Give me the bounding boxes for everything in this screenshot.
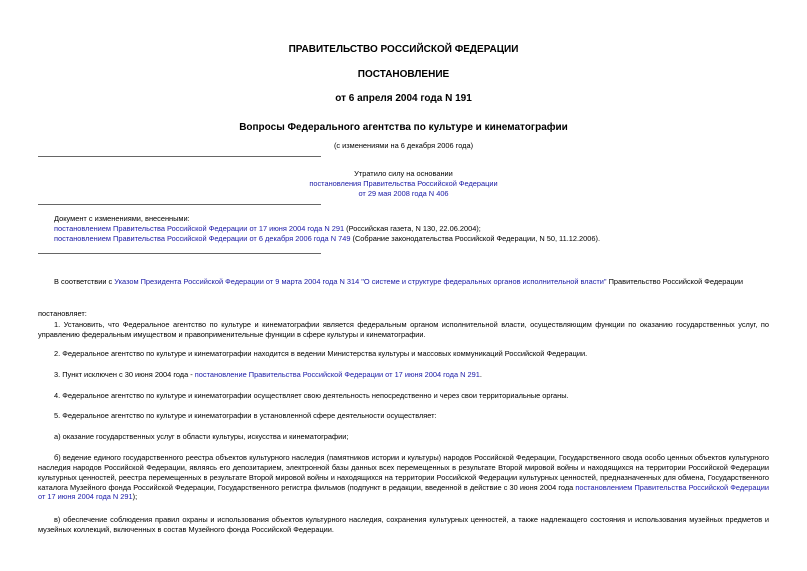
void-decree-date-link[interactable]: от 29 мая 2008 года N 406 — [358, 189, 449, 198]
paragraph-v: в) обеспечение соблюдения правил охраны и использования объектов культурного наследия, сохранения культурных ценностей, а также надлежащего состояния и использования музейных предметов и музейных коллекций, включенных в состав Музейного фонда Российской Федерации. — [38, 515, 769, 534]
date-number-heading: от 6 апреля 2004 года N 191 — [335, 93, 472, 104]
divider — [38, 253, 321, 254]
doc-type-heading: ПОСТАНОВЛЕНИЕ — [357, 69, 450, 80]
amendment-link[interactable]: постановлением Правительства Российской Федерации от 6 декабря 2006 года N 749 — [54, 233, 351, 243]
paragraph-3: 3. Пункт исключен с 30 июня 2004 года - постановление Правительства Российской Федерации от 17 июня 2004 года N 291. — [54, 370, 482, 379]
paragraph-3-link[interactable]: постановление Правительства Российской Федерации от 17 июня 2004 года N 291 — [194, 370, 480, 379]
amendments-block — [54, 214, 774, 244]
void-decree-link[interactable]: постановления Правительства Российской Федерации — [309, 179, 498, 188]
paragraph-5: 5. Федеральное агентство по культуре и кинематографии в установленной сфере деятельности осуществляет: — [54, 411, 437, 420]
amendments-intro: Документ с изменениями, внесенными: — [54, 214, 190, 223]
amendment-item: постановлением Правительства Российской Федерации от 17 июня 2004 года N 291 (Российская газета, N 130, 22.06.2004); — [54, 223, 481, 233]
void-notice-line: Утратило силу на основании — [354, 169, 453, 178]
paragraph-1: 1. Установить, что Федеральное агентство по культуре и кинематографии является федеральным органом исполнительной власти, осуществляющим функции по оказанию государственных услуг, по управлению федеральным имуществом и правоприменительные функции в сфере культуры и кинематографии. — [38, 320, 769, 339]
paragraph-2: 2. Федеральное агентство по культуре и кинематографии находится в ведении Министерства культуры и массовых коммуникаций Российской Федерации. — [54, 349, 588, 358]
amendment-link[interactable]: постановлением Правительства Российской Федерации от 17 июня 2004 года N 291 — [54, 223, 345, 233]
amendment-item: постановлением Правительства Российской Федерации от 6 декабря 2006 года N 749 (Собрание законодательства Российской Федерации, N 50, 11.12.2006). — [54, 233, 601, 243]
paragraph-a: а) оказание государственных услуг в области культуры, искусства и кинематографии; — [54, 432, 349, 441]
divider — [38, 156, 321, 157]
preamble: В соответствии с Указом Президента Российской Федерации от 9 марта 2004 года N 314 "О системе и структуре федеральных органов исполнительной власти" Правительство Российской Федерации — [54, 277, 743, 286]
amended-note: (с изменениями на 6 декабря 2006 года) — [333, 141, 474, 150]
paragraph-4: 4. Федеральное агентство по культуре и кинематографии осуществляет свою деятельность непосредственно и через свои территориальные органы. — [54, 391, 569, 400]
paragraph-b: б) ведение единого государственного реестра объектов культурного наследия (памятников истории и культуры) народов Российской Федерации, Государственного свода особо ценных объектов культурного наследия народов Российской Федерации, являясь его депозитарием, электронной базы данных всех перемещенных в результате Второй мировой войны и находящихся на территории Российской Федерации культурных ценностей, реестра перемещенных в результате Второй мировой войны и находящихся на территории Российской Федерации культурных ценностей, предназначенных для обмена, Государственного каталога Музейного фонда Российской Федерации, Государственного регистра фильмов (подпункт в редакции, введенной в действие с 30 июня 2004 года постановлением Правительства Российской Федерации от 17 июня 2004 года N 291); — [38, 453, 769, 502]
paragraph-b-link[interactable]: постановлением Правительства Российской Федерации от 17 июня 2004 года N 291 — [38, 482, 769, 502]
presidential-decree-link[interactable]: Указом Президента Российской Федерации от 9 марта 2004 года N 314 "О системе и структуре федеральных органов исполнительной власти" — [114, 277, 607, 286]
resolves-text: постановляет: — [38, 309, 87, 318]
document-title: Вопросы Федерального агентства по культуре и кинематографии — [239, 122, 568, 133]
government-heading: ПРАВИТЕЛЬСТВО РОССИЙСКОЙ ФЕДЕРАЦИИ — [288, 44, 519, 55]
divider — [38, 204, 321, 205]
